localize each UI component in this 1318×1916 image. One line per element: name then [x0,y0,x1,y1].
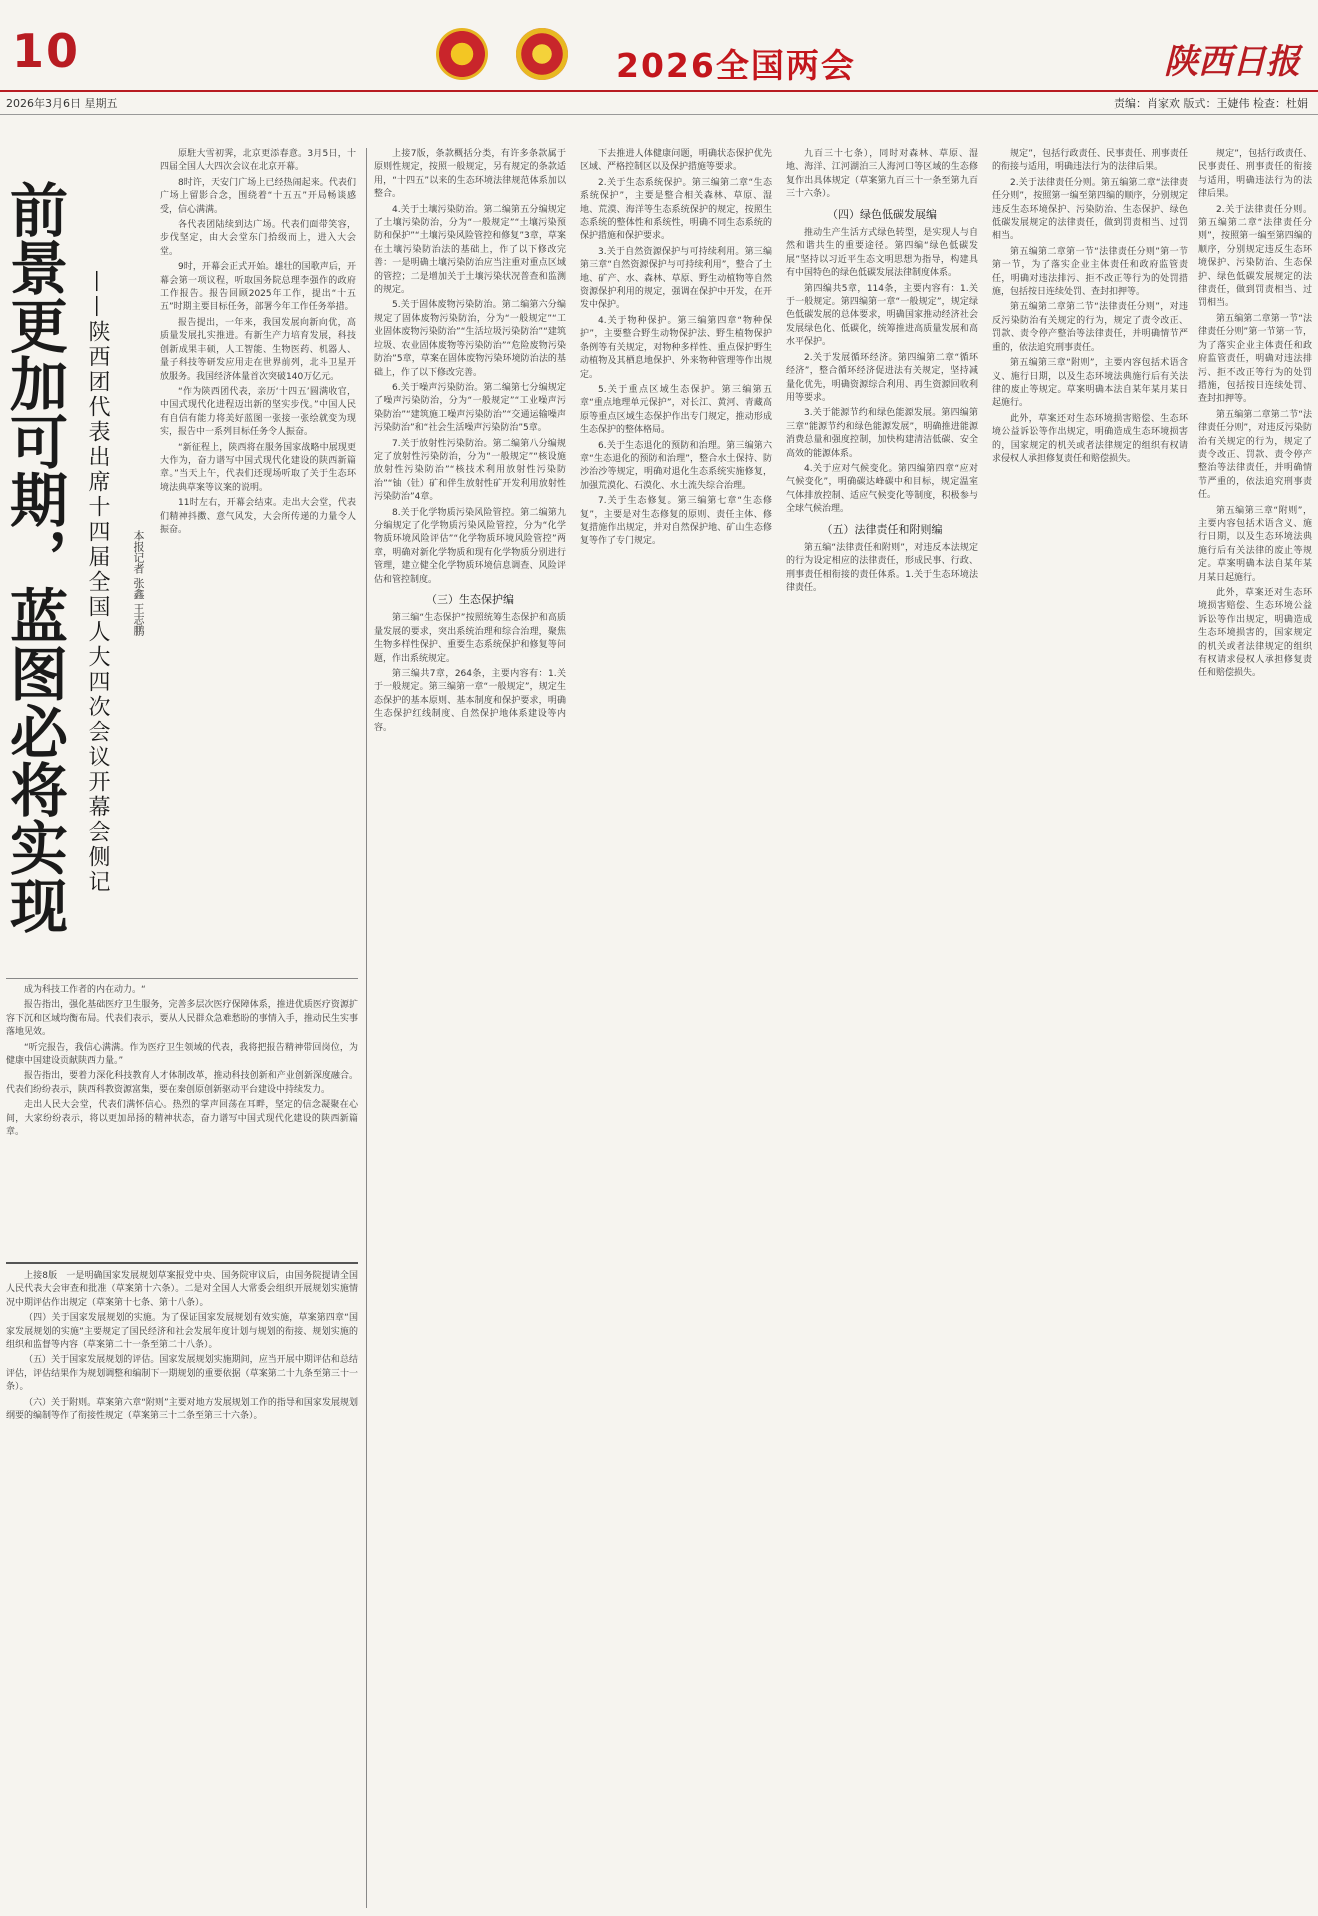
paragraph: 上接7版，条款概括分类，有许多条款属于原则性规定，按照一般规定，另有规定的条款适用，“十四五”以来的生态环境法律规范体系加以整合。 [374,149,566,200]
section-banner: 2026全国两会 [616,46,856,85]
column-3-part-b [374,612,566,735]
divider-thick [6,1262,358,1264]
section-heading-ecology: （三）生态保护编 [426,593,514,606]
paragraph: 8时许，天安门广场上已经热闹起来。代表们广场上留影合念，围绕着“十五五”开局畅谈感受，信心满满。 [160,177,356,215]
paragraph: 7.关于生态修复。第三编第七章“生态修复”，主要是对生态修复的原则、责任主体、修复措施作出规定，并对自然保护地、矿山生态修复等作了专门规定。 [580,496,772,547]
paragraph: 9时，开幕会正式开始。雄壮的国歌声后，开幕会第一项议程，听取国务院总理李强作的政府工作报告。报告回顾2025年工作，提出“十五五”时期主要目标任务，部署今年工作任务举措。 [160,262,356,313]
paragraph: 下去推进人体健康问题，明确状态保护优先区域、严格控制区以及保护措施等要求。 [580,149,772,173]
paragraph: 4.关于土壤污染防治。第二编第五分编规定了土壤污染防治，分为“一般规定”“土壤污染预防和保护”“土壤污染风险管控和修复”3章，草案在土壤污染防治法的基础上，作了以下修改完善：一是明确土壤污染防治应当注重对重点区域的管控；二是增加关于土壤污染状况普查和监测的规定。 [374,204,566,296]
paragraph: 11时左右，开幕会结束。走出大会堂，代表们精神抖擞、意气风发，大会所传递的力量令人振奋。 [160,498,356,535]
paragraph: 规定”，包括行政责任、民事责任、刑事责任的衔接与适用，明确违法行为的法律后果。 [992,149,1188,173]
column-6 [992,148,1188,1908]
paragraph: “听完报告，我信心满满。作为医疗卫生领域的代表，我将把报告精神带回岗位，为健康中国建设贡献陕西力量。” [6,1042,358,1067]
divider [6,978,358,979]
paragraph: 上接8版 一是明确国家发展规划草案报党中央、国务院审议后，由国务院提请全国人民代表大会审查和批准（草案第十六条）。二是对全国人大常委会组织开展规划实施情况中期评估作出规定（草案第十七条、第十八条）。 [6,1271,358,1308]
paragraph: 第五编第二章第二节“法律责任分则”，对违反污染防治有关规定的行为，规定了责令改正、罚款、责令停产整治等法律责任，并明确情节严重的，依法追究刑事责任。 [1198,409,1312,501]
paragraph: 走出人民大会堂，代表们满怀信心。热烈的掌声回荡在耳畔，坚定的信念凝聚在心间，大家纷纷表示，将以更加昂扬的精神状态，奋力谱写中国式现代化建设的陕西新篇章。 [6,1100,358,1138]
byline: 本报记者 张鑫 王志鹏 [132,530,145,636]
column-5-part-c [786,542,978,596]
paragraph: 此外，草案还对生态环境损害赔偿、生态环境公益诉讼等作出规定，明确造成生态环境损害的，国家规定的机关或者法律规定的组织有权请求侵权人承担修复责任和赔偿损失。 [1198,588,1312,679]
paragraph: 规定”，包括行政责任、民事责任、刑事责任的衔接与适用，明确违法行为的法律后果。 [1198,149,1312,200]
paragraph: 3.关于能源节约和绿色能源发展。第四编第三章“能源节约和绿色能源发展”，明确推进能源消费总量和强度控制，加快构建清洁低碳、安全高效的能源体系。 [786,408,978,459]
paragraph: （四）关于国家发展规划的实施。为了保证国家发展规划有效实施，草案第四章“国家发展规划的实施”主要规定了国民经济和社会发展年度计划与规划的衔接、规划实施的组织和监督等内容（草案第二十一条至第二十八条）。 [6,1313,358,1351]
column-7 [1198,148,1312,1908]
paragraph: 6.关于生态退化的预防和治理。第三编第六章“生态退化的预防和治理”，整合水土保持、防沙治沙等规定，明确对退化生态系统实施修复，加强荒漠化、石漠化、水土流失综合治理。 [580,440,772,491]
paragraph: 第三编“生态保护”按照统筹生态保护和高质量发展的要求，突出系统治理和综合治理，聚焦生物多样性保护、重要生态系统保护和修复等问题，作出系统规定。 [374,613,566,664]
paragraph: 2.关于生态系统保护。第三编第二章“生态系统保护”，主要是整合相关森林、草原、湿地、荒漠、海洋等生态系统保护的规定，按照生态系统的整体性和系统性，明确不同生态系统的保护措施和保护要求。 [580,177,772,242]
column-4 [580,148,772,1908]
paragraph: 第五编第三章“附则”，主要内容包括术语含义、施行日期，以及生态环境法典施行后有关法律的废止等规定。草案明确本法自某年某月某日起施行。 [1198,505,1312,583]
column-5 [786,148,978,1908]
paragraph: “新征程上，陕西将在服务国家战略中展现更大作为，奋力谱写中国式现代化建设的陕西新篇章。”当天上午，代表们还现场听取了关于生态环境法典草案等议案的说明。 [160,442,356,493]
subheadline: ——陕西团代表出席十四届全国人大四次会议开幕会侧记 [85,270,110,895]
paragraph: 推动生产生活方式绿色转型，是实现人与自然和谐共生的重要途径。第四编“绿色低碳发展”坚持以习近平生态文明思想为指导，构建具有中国特色的绿色低碳发展法律制度体系。 [786,228,978,279]
column-5-part-a [786,148,978,202]
column-rule [366,148,367,1908]
column-3 [374,148,566,1908]
paragraph: 各代表团陆续到达广场。代表们面带笑容，步伐坚定，由大会堂东门拾级而上，进入大会堂。 [160,220,356,257]
paragraph: 2.关于法律责任分则。第五编第二章“法律责任分则”，按照第一编至第四编的顺序，分别规定违反生态环境保护、污染防治、生态保护、绿色低碳发展规定的法律责任，做到罚责相当、过罚相当。 [1198,204,1312,309]
paragraph: 5.关于固体废物污染防治。第二编第六分编规定了固体废物污染防治，分为“一般规定”“工业固体废物污染防治”“生活垃圾污染防治”“建筑垃圾、农业固体废物等污染防治”“危险废物污染防治”5章，草案在固体废物污染环境防治法的基础上，作了以下修改完善。 [374,300,566,378]
page-number: 10 [12,24,81,78]
paragraph: 2.关于法律责任分则。第五编第二章“法律责任分则”，按照第一编至第四编的顺序，分别规定违反生态环境保护、污染防治、生态保护、绿色低碳发展规定的法律责任，做到罚责相当、过罚相当。 [992,177,1188,242]
paragraph: 第五编第二章第一节“法律责任分则”第一节第一节，为了落实企业主体责任和政府监管责任，明确对违法排污、拒不改正等行为的处罚措施，包括按日连续处罚、查封扣押等。 [1198,313,1312,405]
paragraph: 5.关于重点区域生态保护。第三编第五章“重点地理单元保护”，对长江、黄河、青藏高原等重点区域生态保护作出专门规定，推动形成生态保护的整体格局。 [580,384,772,436]
column-5-part-b [786,227,978,517]
masthead [0,0,1318,100]
paragraph: 原駐大雪初霁，北京更添春意。3月5日，十四届全国人大四次会议在北京开幕。 [160,149,356,173]
dateline-bar [0,90,1318,115]
editor-credits: 责编：肖家欢 版式：王婕伟 检查：杜娟 [1114,97,1308,110]
issue-date: 2026年3月6日 星期五 [6,97,118,110]
paragraph: （五）关于国家发展规划的评估。国家发展规划实施期间，应当开展中期评估和总结评估，评估结果作为规划调整和编制下一期规划的重要依据（草案第二十九条至第三十一条）。 [6,1355,358,1393]
planning-law-article [6,1270,358,1910]
column-2 [160,148,356,968]
paragraph: 2.关于发展循环经济。第四编第二章“循环经济”，整合循环经济促进法有关规定，坚持减量化优先，明确资源综合利用、再生资源回收利用等要求。 [786,352,978,403]
cppcc-emblem-icon [516,28,568,80]
paragraph: 此外，草案还对生态环境损害赔偿、生态环境公益诉讼等作出规定，明确造成生态环境损害的，国家规定的机关或者法律规定的组织有权请求侵权人承担修复责任和赔偿损失。 [992,413,1188,464]
newspaper-logo: 陕西日报 [1164,42,1300,82]
paragraph: 第五编第二章第二节“法律责任分则”，对违反污染防治有关规定的行为，规定了责令改正、罚款、责令停产整治等法律责任，并明确情节严重的，依法追究刑事责任。 [992,302,1188,353]
paragraph: 3.关于自然资源保护与可持续利用。第三编第三章“自然资源保护与可持续利用”，整合了土地、矿产、水、森林、草原、野生动植物等自然资源保护利用的规定，强调在保护中开发，在开发中保护。 [580,246,772,311]
column-3-part-a [374,148,566,587]
paragraph: 8.关于化学物质污染风险管控。第二编第九分编规定了化学物质污染风险管控，分为“化学物质环境风险评估”“化学物质环境风险管控”两章，明确对新化学物质和现有化学物质分别进行管理，建立健全化学物质环境信息调查、风险评估和管控制度。 [374,507,566,585]
national-emblem-icon [436,28,488,80]
paragraph: 报告提出，一年来，我国发展向新向优，高质量发展扎实推进。有新生产力培育发展，科技创新成果丰硕，人工智能、生物医药、机器人、量子科技等研发应用走在世界前列，北斗卫星开放服务。我国经济体量首次突破140万亿元。 [160,317,356,382]
headline: 前景更加可期，蓝图必将实现 [0,180,68,934]
paragraph: 第四编共5章，114条，主要内容有：1.关于一般规定。第四编第一章“一般规定”，规定绿色低碳发展的总体要求，明确国家推动经济社会发展绿色化、低碳化，统筹推进高质量发展和高水平保护。 [786,283,978,348]
paragraph: 报告指出，要着力深化科技教育人才体制改革，推动科技创新和产业创新深度融合。代表们纷纷表示，陕西科教资源富集，要在秦创原创新驱动平台建设中持续发力。 [6,1071,358,1095]
section-heading-liability: （五）法律责任和附则编 [821,522,943,536]
paragraph: 报告指出，强化基础医疗卫生服务，完善多层次医疗保障体系，推进优质医疗资源扩容下沉和区域均衡布局。代表们表示，要从人民群众急难愁盼的事情入手，推动民生实事落地见效。 [6,1000,358,1038]
paragraph: 第五编“法律责任和附则”，对违反本法规定的行为设定相应的法律责任，形成民事、行政、刑事责任相衔接的责任体系。1.关于生态环境法律责任。 [786,542,978,594]
paragraph: 九百三十七条），同时对森林、草原、湿地、海洋、江河湖泊三人海河口等区域的生态修复作出具体规定（草案第九百三十一条至第九百三十六条）。 [786,149,978,200]
paragraph: 4.关于应对气候变化。第四编第四章“应对气候变化”，明确碳达峰碳中和目标，规定温室气体排放控制、适应气候变化等制度，积极参与全球气候治理。 [786,463,978,515]
paragraph: 成为科技工作者的内在动力。“ [24,985,146,995]
paragraph: 6.关于噪声污染防治。第二编第七分编规定了噪声污染防治，分为“一般规定”“工业噪声污染防治”“建筑施工噪声污染防治”“交通运输噪声污染防治”和“社会生活噪声污染防治”5章。 [374,382,566,434]
paragraph: （六）关于附则。草案第六章“附则”主要对地方发展规划工作的指导和国家发展规划纲要的编制等作了衔接性规定（草案第三十二条至第三十六条）。 [6,1397,358,1422]
paragraph: 7.关于放射性污染防治。第二编第八分编规定了放射性污染防治，分为“一般规定”“核设施放射性污染防治”“核技术利用放射性污染防治”“铀（钍）矿和伴生放射性矿开发利用放射性污染防治”4章。 [374,438,566,503]
paragraph: “作为陕西团代表，亲历‘十四五’圆满收官，中国式现代化进程迈出新的坚实步伐。”中国人民有自信有能力将美好蓝图一张接一张绘就变为现实，报告中一系列目标任务令人振奋。 [160,386,356,438]
paragraph: 第三编共7章，264条，主要内容有：1.关于一般规定。第三编第一章“一般规定”，规定生态保护的基本原则、基本制度和保护要求，明确生态保护红线制度、自然保护地体系建设等内容。 [374,669,566,733]
section-heading-green: （四）绿色低碳发展编 [827,207,937,221]
article-continuation [6,984,358,1254]
paragraph: 第五编第三章“附则”，主要内容包括术语含义、施行日期，以及生态环境法典施行后有关法律的废止等规定。草案明确本法自某年某月某日起施行。 [992,358,1188,409]
paragraph: 4.关于物种保护。第三编第四章“物种保护”，主要整合野生动物保护法、野生植物保护条例等有关规定，对物种多样性、重点保护野生动植物及其栖息地保护、外来物种管理等作出规定。 [580,315,772,380]
paragraph: 第五编第二章第一节“法律责任分则”第一节第一节，为了落实企业主体责任和政府监管责任，明确对违法排污、拒不改正等行为的处罚措施，包括按日连续处罚、查封扣押等。 [992,246,1188,298]
